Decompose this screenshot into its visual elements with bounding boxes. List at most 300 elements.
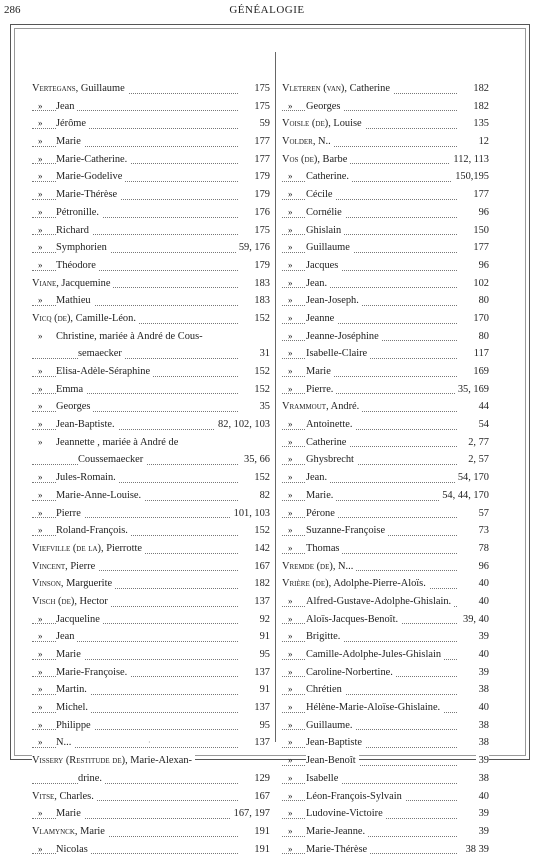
entry-pages: 31 xyxy=(257,345,270,363)
entry-pages: 167, 197 xyxy=(231,805,270,823)
entry-pages: 80 xyxy=(476,328,489,346)
ditto-mark-icon: » xyxy=(38,136,43,147)
ditto-mark-icon: » xyxy=(288,383,293,394)
index-entry xyxy=(282,823,489,841)
index-entry xyxy=(32,275,270,293)
ditto-mark-icon: » xyxy=(288,825,293,836)
ditto-mark-icon: » xyxy=(38,737,43,748)
entry-pages: 137 xyxy=(251,699,270,717)
index-entry xyxy=(32,469,270,487)
ditto-mark-icon: » xyxy=(288,790,293,801)
entry-pages: 152 xyxy=(251,363,270,381)
entry-pages: 167 xyxy=(251,558,270,576)
ditto-mark-icon: » xyxy=(38,507,43,518)
page-number: 286 xyxy=(4,4,21,16)
entry-pages: 91 xyxy=(257,681,270,699)
entry-name: Camille-Adolphe-Jules-Ghislain xyxy=(306,649,444,660)
index-entry xyxy=(282,469,489,487)
ditto-mark-icon: » xyxy=(288,808,293,819)
index-entry xyxy=(32,168,270,186)
column-divider xyxy=(275,52,276,742)
ditto-mark-icon: » xyxy=(288,454,293,465)
index-entry xyxy=(32,133,270,151)
entry-name: Mathieu xyxy=(56,295,94,306)
index-entry xyxy=(282,699,489,717)
entry-name: Marie-Catherine. xyxy=(56,154,130,165)
index-entry xyxy=(282,80,489,98)
entry-name: Marie xyxy=(56,136,84,147)
entry-name: Emma xyxy=(56,384,86,395)
index-entry xyxy=(282,540,489,558)
ditto-mark-icon: » xyxy=(288,542,293,553)
index-entry xyxy=(282,345,489,363)
entry-name: Antoinette. xyxy=(306,419,355,430)
index-entry xyxy=(32,505,270,523)
ditto-mark-icon: » xyxy=(288,613,293,624)
index-entry xyxy=(282,257,489,275)
entry-name: Jeanne-Joséphine xyxy=(306,331,382,342)
entry-name: Marie-Thérèse xyxy=(306,844,370,855)
entry-name: Christine, mariée à André de Cous- xyxy=(56,331,206,342)
ditto-mark-icon: » xyxy=(288,666,293,677)
entry-pages: 142 xyxy=(251,540,270,558)
entry-name: Georges xyxy=(306,101,343,112)
ditto-mark-icon: » xyxy=(38,666,43,677)
entry-name: Marie-Françoise. xyxy=(56,667,130,678)
entry-pages: 35, 169 xyxy=(455,381,489,399)
entry-pages: 152 xyxy=(251,310,270,328)
entry-name: Viane, Jacquemine xyxy=(32,278,113,289)
entry-name: Isabelle xyxy=(306,773,341,784)
ditto-mark-icon: » xyxy=(288,843,293,854)
index-entry xyxy=(282,133,489,151)
index-entry xyxy=(282,841,489,858)
ditto-mark-icon: » xyxy=(38,259,43,270)
entry-name: Jean-Baptiste xyxy=(306,737,365,748)
ditto-mark-icon: » xyxy=(288,772,293,783)
entry-name: Jules-Romain. xyxy=(56,472,119,483)
leader-dots xyxy=(32,783,238,784)
index-entry xyxy=(32,398,270,416)
entry-name: Marie. xyxy=(306,490,336,501)
index-entry xyxy=(282,416,489,434)
entry-name: Catherine. xyxy=(306,171,352,182)
ditto-mark-icon: » xyxy=(288,419,293,430)
entry-pages: 112, 113 xyxy=(450,151,489,169)
entry-pages: 39 xyxy=(476,805,489,823)
entry-name: Roland-François. xyxy=(56,525,131,536)
ditto-mark-icon: » xyxy=(288,330,293,341)
entry-name: Marie-Thérèse xyxy=(56,189,120,200)
ditto-mark-icon: » xyxy=(38,171,43,182)
index-entry xyxy=(282,363,489,381)
index-entry xyxy=(282,204,489,222)
index-entry xyxy=(282,628,489,646)
index-entry xyxy=(32,611,270,629)
entry-pages: 59 xyxy=(257,115,270,133)
entry-pages: 39 xyxy=(476,628,489,646)
ditto-mark-icon: » xyxy=(288,755,293,766)
ditto-mark-icon: » xyxy=(38,330,43,341)
entry-name: Vrammout, André. xyxy=(282,401,362,412)
index-entry xyxy=(32,186,270,204)
index-entry xyxy=(32,381,270,399)
index-entry xyxy=(282,611,489,629)
ditto-mark-icon: » xyxy=(288,100,293,111)
entry-name: Vos (de), Barbe xyxy=(282,154,350,165)
entry-name: Michel. xyxy=(56,702,91,713)
entry-name: Viefville (de la), Pierrotte xyxy=(32,543,145,554)
index-entry xyxy=(32,98,270,116)
ditto-mark-icon: » xyxy=(288,206,293,217)
entry-name: Guillaume xyxy=(306,242,353,253)
index-entry xyxy=(282,505,489,523)
index-entry xyxy=(32,734,270,752)
entry-name: Caroline-Norbertine. xyxy=(306,667,396,678)
entry-pages: 191 xyxy=(251,841,270,858)
entry-name: Vertegans, Guillaume xyxy=(32,83,128,94)
ditto-mark-icon: » xyxy=(38,118,43,129)
entry-pages: 39 xyxy=(476,752,489,770)
index-entry xyxy=(32,823,270,841)
index-entry xyxy=(32,681,270,699)
entry-pages: 179 xyxy=(251,186,270,204)
index-entry xyxy=(32,292,270,310)
entry-name: Visch (de), Hector xyxy=(32,596,111,607)
ditto-mark-icon: » xyxy=(38,295,43,306)
entry-pages: 38 39 xyxy=(463,841,489,858)
entry-pages: 182 xyxy=(251,575,270,593)
index-entry xyxy=(282,487,489,505)
entry-name: Vinson, Marguerite xyxy=(32,578,115,589)
entry-name: Pétronille. xyxy=(56,207,102,218)
index-entry xyxy=(32,540,270,558)
index-entry xyxy=(32,788,270,806)
index-entry xyxy=(32,222,270,240)
entry-pages: 182 xyxy=(470,80,489,98)
index-entry xyxy=(282,717,489,735)
entry-name: Isabelle-Claire xyxy=(306,348,370,359)
ditto-mark-icon: » xyxy=(288,702,293,713)
entry-pages: 102 xyxy=(470,275,489,293)
entry-pages: 177 xyxy=(470,186,489,204)
entry-name: Chrétien xyxy=(306,684,345,695)
entry-name: Vlamynck, Marie xyxy=(32,826,108,837)
entry-pages: 39, 40 xyxy=(460,611,489,629)
entry-name: Marie-Jeanne. xyxy=(306,826,368,837)
ditto-mark-icon: » xyxy=(38,242,43,253)
entry-pages: 40 xyxy=(476,788,489,806)
entry-name: Ludovine-Victoire xyxy=(306,808,386,819)
entry-pages: 191 xyxy=(251,823,270,841)
entry-pages: 175 xyxy=(251,222,270,240)
entry-pages: 82 xyxy=(257,487,270,505)
entry-pages: 39 xyxy=(476,664,489,682)
ditto-mark-icon: » xyxy=(288,595,293,606)
entry-pages: 54 xyxy=(476,416,489,434)
entry-name: Pierre xyxy=(56,508,84,519)
entry-name: Vremde (de), N... xyxy=(282,561,356,572)
index-entry xyxy=(282,115,489,133)
entry-pages: 152 xyxy=(251,469,270,487)
entry-name: Thomas xyxy=(306,543,342,554)
ditto-mark-icon: » xyxy=(288,472,293,483)
index-entry xyxy=(282,381,489,399)
entry-name: Jean. xyxy=(306,472,330,483)
index-entry xyxy=(32,628,270,646)
ditto-mark-icon: » xyxy=(288,277,293,288)
index-entry xyxy=(282,646,489,664)
ditto-mark-icon: » xyxy=(288,171,293,182)
entry-name: drine. xyxy=(78,773,105,784)
ditto-mark-icon: » xyxy=(38,489,43,500)
index-entry xyxy=(32,752,270,770)
entry-pages: 150 xyxy=(470,222,489,240)
entry-pages: 177 xyxy=(251,151,270,169)
index-entry xyxy=(32,416,270,434)
entry-pages: 40 xyxy=(476,699,489,717)
index-entry xyxy=(32,204,270,222)
index-entry xyxy=(32,310,270,328)
entry-pages: 135 xyxy=(470,115,489,133)
entry-pages: 152 xyxy=(251,522,270,540)
ditto-mark-icon: » xyxy=(38,613,43,624)
index-entry xyxy=(32,151,270,169)
entry-pages: 170 xyxy=(470,310,489,328)
index-entry xyxy=(282,151,489,169)
entry-pages: 117 xyxy=(471,345,489,363)
entry-name: semaecker xyxy=(78,348,125,359)
index-entry xyxy=(32,80,270,98)
footer-mark: · xyxy=(148,738,151,747)
entry-name: Coussemaecker xyxy=(78,454,146,465)
entry-pages: 35, 66 xyxy=(241,451,270,469)
entry-pages: 177 xyxy=(251,133,270,151)
entry-pages: 2, 77 xyxy=(465,434,489,452)
entry-name: Pierre. xyxy=(306,384,336,395)
entry-name: Théodore xyxy=(56,260,99,271)
index-entry xyxy=(282,752,489,770)
entry-pages: 40 xyxy=(476,646,489,664)
entry-name: Jean xyxy=(56,101,77,112)
entry-name: Georges xyxy=(56,401,93,412)
entry-name: Pérone xyxy=(306,508,338,519)
entry-pages: 82, 102, 103 xyxy=(215,416,270,434)
entry-pages: 91 xyxy=(257,628,270,646)
entry-name: Marie-Anne-Louise. xyxy=(56,490,144,501)
ditto-mark-icon: » xyxy=(38,100,43,111)
entry-pages: 175 xyxy=(251,98,270,116)
entry-pages: 137 xyxy=(251,593,270,611)
ditto-mark-icon: » xyxy=(288,348,293,359)
entry-name: Marie xyxy=(306,366,334,377)
index-entry xyxy=(32,699,270,717)
entry-pages: 175 xyxy=(251,80,270,98)
entry-name: Vissery (Restitude de), Marie-Alexan- xyxy=(32,755,195,766)
ditto-mark-icon: » xyxy=(38,525,43,536)
index-entry xyxy=(32,593,270,611)
entry-name: Léon-François-Sylvain xyxy=(306,791,405,802)
page-header xyxy=(0,0,534,22)
ditto-mark-icon: » xyxy=(38,153,43,164)
entry-name: Jeanne xyxy=(306,313,337,324)
entry-pages: 35 xyxy=(257,398,270,416)
ditto-mark-icon: » xyxy=(38,702,43,713)
entry-name: Vincent, Pierre xyxy=(32,561,98,572)
entry-name: Cornélie xyxy=(306,207,345,218)
ditto-mark-icon: » xyxy=(38,684,43,695)
ditto-mark-icon: » xyxy=(38,808,43,819)
entry-pages: 95 xyxy=(257,717,270,735)
index-entry xyxy=(32,345,270,363)
entry-name: Aloïs-Jacques-Benoît. xyxy=(306,614,401,625)
index-entry xyxy=(282,275,489,293)
leader-dots xyxy=(32,358,238,359)
ditto-mark-icon: » xyxy=(288,189,293,200)
entry-name: Jacques xyxy=(306,260,341,271)
entry-name: Vrière (de), Adolphe-Pierre-Aloïs. xyxy=(282,578,429,589)
index-entry xyxy=(282,770,489,788)
index-entry xyxy=(282,788,489,806)
entry-name: Jean. xyxy=(306,278,330,289)
entry-pages: 59, 176 xyxy=(236,239,270,257)
index-entry xyxy=(32,717,270,735)
entry-pages: 92 xyxy=(257,611,270,629)
entry-name: Martin. xyxy=(56,684,90,695)
entry-name: Nicolas xyxy=(56,844,91,855)
index-entry xyxy=(32,487,270,505)
entry-pages: 183 xyxy=(251,275,270,293)
index-entry xyxy=(32,363,270,381)
entry-pages: 44 xyxy=(476,398,489,416)
index-entry xyxy=(32,646,270,664)
ditto-mark-icon: » xyxy=(38,649,43,659)
entry-name: Vicq (de), Camille-Léon. xyxy=(32,313,139,324)
ditto-mark-icon: » xyxy=(38,401,43,412)
ditto-mark-icon: » xyxy=(38,189,43,200)
index-entry xyxy=(282,522,489,540)
entry-name: Vleteren (van), Catherine xyxy=(282,83,393,94)
index-entry xyxy=(32,841,270,858)
entry-name: Richard xyxy=(56,225,92,236)
entry-pages: 80 xyxy=(476,292,489,310)
ditto-mark-icon: » xyxy=(288,259,293,270)
entry-pages: 96 xyxy=(476,204,489,222)
entry-name: Elisa-Adèle-Séraphine xyxy=(56,366,153,377)
entry-pages: 96 xyxy=(476,558,489,576)
ditto-mark-icon: » xyxy=(288,242,293,253)
index-entry xyxy=(282,805,489,823)
ditto-mark-icon: » xyxy=(288,719,293,730)
entry-name: Volder, N.. xyxy=(282,136,334,147)
index-column-right xyxy=(282,80,489,858)
index-entry xyxy=(282,558,489,576)
entry-name: Cécile xyxy=(306,189,336,200)
entry-pages: 54, 170 xyxy=(455,469,489,487)
index-entry xyxy=(282,168,489,186)
index-entry xyxy=(32,115,270,133)
index-entry xyxy=(282,434,489,452)
entry-pages: 183 xyxy=(251,292,270,310)
entry-pages: 167 xyxy=(251,788,270,806)
entry-name: Suzanne-Françoise xyxy=(306,525,388,536)
entry-name: N... xyxy=(56,737,74,748)
index-entry xyxy=(282,398,489,416)
entry-pages: 96 xyxy=(476,257,489,275)
entry-pages: 54, 44, 170 xyxy=(439,487,489,505)
index-entry xyxy=(32,451,270,469)
ditto-mark-icon: » xyxy=(38,472,43,483)
entry-name: Alfred-Gustave-Adolphe-Ghislain. xyxy=(306,596,454,607)
entry-name: Jean-Joseph. xyxy=(306,295,362,306)
index-entry xyxy=(282,186,489,204)
index-entry xyxy=(282,98,489,116)
index-entry xyxy=(282,664,489,682)
index-entry xyxy=(32,770,270,788)
ditto-mark-icon: » xyxy=(38,419,43,430)
running-title: GÉNÉALOGIE xyxy=(229,4,305,16)
index-entry xyxy=(32,328,270,346)
ditto-mark-icon: » xyxy=(38,843,43,854)
index-entry xyxy=(282,310,489,328)
ditto-mark-icon: » xyxy=(288,295,293,306)
entry-pages: 179 xyxy=(251,168,270,186)
entry-pages: 40 xyxy=(476,575,489,593)
entry-pages: 137 xyxy=(251,734,270,752)
ditto-mark-icon: » xyxy=(288,737,293,748)
entry-pages: 182 xyxy=(470,98,489,116)
entry-name: Voisle (de), Louise xyxy=(282,118,365,129)
index-entry xyxy=(282,593,489,611)
index-entry xyxy=(282,239,489,257)
ditto-mark-icon: » xyxy=(288,312,293,323)
entry-pages: 78 xyxy=(476,540,489,558)
entry-pages: 40 xyxy=(476,593,489,611)
entry-name: Hélène-Marie-Aloïse-Ghislaine. xyxy=(306,702,443,713)
entry-name: Vitse, Charles. xyxy=(32,791,97,802)
ditto-mark-icon: » xyxy=(288,525,293,536)
entry-name: Marie-Godelive xyxy=(56,171,125,182)
index-entry xyxy=(282,328,489,346)
index-entry xyxy=(32,522,270,540)
ditto-mark-icon: » xyxy=(38,224,43,235)
index-entry xyxy=(282,451,489,469)
entry-pages: 101, 103 xyxy=(231,505,270,523)
entry-pages: 12 xyxy=(476,133,489,151)
entry-pages: 177 xyxy=(470,239,489,257)
ditto-mark-icon: » xyxy=(38,631,43,642)
index-entry xyxy=(32,558,270,576)
entry-pages: 73 xyxy=(476,522,489,540)
entry-name: Brigitte. xyxy=(306,631,343,642)
entry-name: Symphorien xyxy=(56,242,110,253)
ditto-mark-icon: » xyxy=(288,366,293,376)
index-entry xyxy=(32,575,270,593)
index-entry xyxy=(32,434,270,452)
index-entry xyxy=(282,292,489,310)
entry-pages: 129 xyxy=(251,770,270,788)
index-entry xyxy=(282,222,489,240)
ditto-mark-icon: » xyxy=(288,224,293,235)
entry-name: Philippe xyxy=(56,720,94,731)
entry-pages: 179 xyxy=(251,257,270,275)
ditto-mark-icon: » xyxy=(38,366,43,376)
entry-pages: 57 xyxy=(476,505,489,523)
index-entry xyxy=(32,664,270,682)
index-entry xyxy=(32,805,270,823)
entry-pages: 38 xyxy=(476,717,489,735)
ditto-mark-icon: » xyxy=(288,649,293,659)
